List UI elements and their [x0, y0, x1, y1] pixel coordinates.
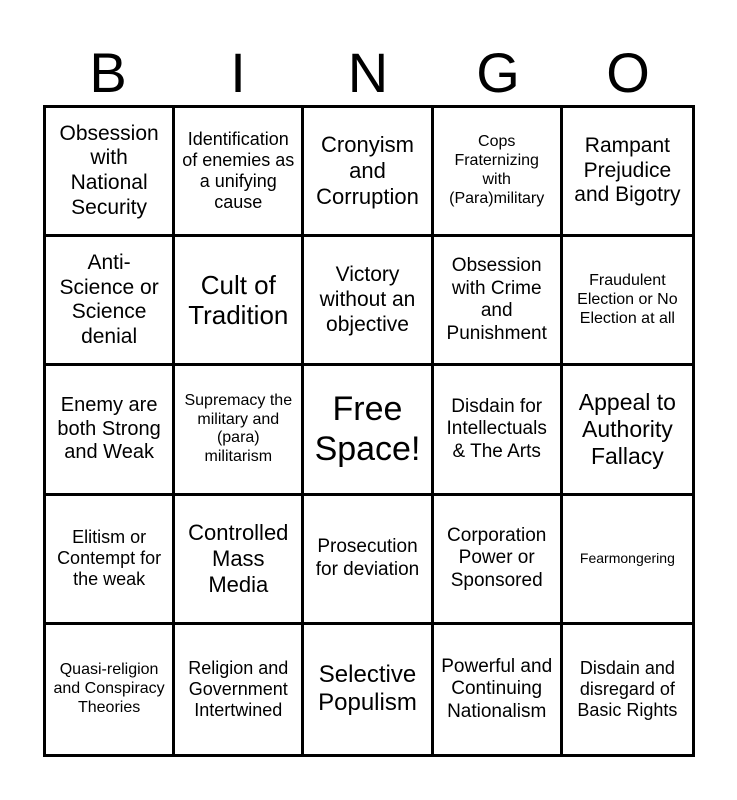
bingo-cell[interactable] [563, 366, 692, 495]
bingo-cell-text: Disdain for Intellectuals & The Arts [446, 395, 547, 462]
bingo-cell-text: Fraudulent Election or No Election at all [577, 271, 678, 327]
bingo-cell-text: Supremacy the military and (para) militarism [184, 391, 293, 466]
bingo-cell-text: Appeal to Authority Fallacy [578, 388, 676, 470]
bingo-cell[interactable] [46, 108, 175, 237]
bingo-cell[interactable] [46, 366, 175, 495]
bingo-cell[interactable] [175, 625, 304, 754]
bingo-cell[interactable] [46, 625, 175, 754]
bingo-cell[interactable] [304, 366, 433, 495]
bingo-cell-text: Cronyism and Corruption [316, 132, 419, 210]
bingo-cell-text: Powerful and Continuing Nationalism [441, 655, 553, 722]
bingo-cell[interactable] [304, 496, 433, 625]
bingo-cell-text: Rampant Prejudice and Bigotry [574, 133, 681, 207]
bingo-cell-text: Corporation Power or Sponsored [447, 525, 547, 591]
bingo-header [43, 40, 693, 106]
bingo-cell-text: Victory without an objective [319, 263, 416, 336]
bingo-cell-text: Fearmongering [579, 550, 675, 567]
bingo-cell[interactable] [175, 366, 304, 495]
bingo-board [43, 105, 695, 757]
bingo-cell[interactable] [563, 237, 692, 366]
bingo-cell-text: Enemy are both Strong and Weak [57, 394, 161, 464]
bingo-cell-text: Selective Populism [318, 661, 417, 717]
bingo-cell-text: Quasi-religion and Conspiracy Theories [53, 661, 165, 716]
bingo-cell-text: Prosecution for deviation [315, 536, 420, 580]
bingo-cell-text: Disdain and disregard of Basic Rights [577, 657, 678, 720]
bingo-cell-text: Controlled Mass Media [188, 519, 289, 597]
bingo-cell[interactable] [434, 366, 563, 495]
bingo-cell[interactable] [434, 108, 563, 237]
bingo-cell-text: Religion and Government Intertwined [188, 657, 289, 720]
bingo-cell[interactable] [304, 625, 433, 754]
bingo-cell-text: Cops Fraternizing with (Para)military [449, 133, 545, 207]
bingo-cell[interactable] [434, 237, 563, 366]
header-letter-n: N [347, 41, 389, 104]
bingo-cell[interactable] [175, 237, 304, 366]
bingo-cell[interactable] [46, 237, 175, 366]
bingo-cell-text: Identification of enemies as a unifying cause [182, 128, 295, 213]
bingo-cell-text: Anti-Science or Science denial [59, 250, 159, 349]
header-letter-g: G [476, 41, 520, 104]
bingo-cell[interactable] [304, 108, 433, 237]
bingo-cell-text: Elitism or Contempt for the weak [57, 526, 162, 590]
bingo-cell-text: Obsession with National Security [59, 121, 159, 219]
bingo-cell[interactable] [434, 496, 563, 625]
header-letter-o: O [606, 41, 650, 104]
bingo-cell[interactable] [563, 108, 692, 237]
bingo-cell[interactable] [434, 625, 563, 754]
header-letter-i: I [230, 41, 246, 104]
bingo-cell-text: Cult of Tradition [188, 269, 289, 331]
bingo-cell[interactable] [563, 625, 692, 754]
bingo-cell-text: Free Space! [314, 390, 421, 469]
bingo-cell[interactable] [563, 496, 692, 625]
bingo-cell[interactable] [175, 496, 304, 625]
bingo-cell[interactable] [175, 108, 304, 237]
bingo-cell[interactable] [46, 496, 175, 625]
bingo-cell[interactable] [304, 237, 433, 366]
header-letter-b: B [89, 41, 127, 104]
bingo-cell-text: Obsession with Crime and Punishment [446, 255, 547, 344]
